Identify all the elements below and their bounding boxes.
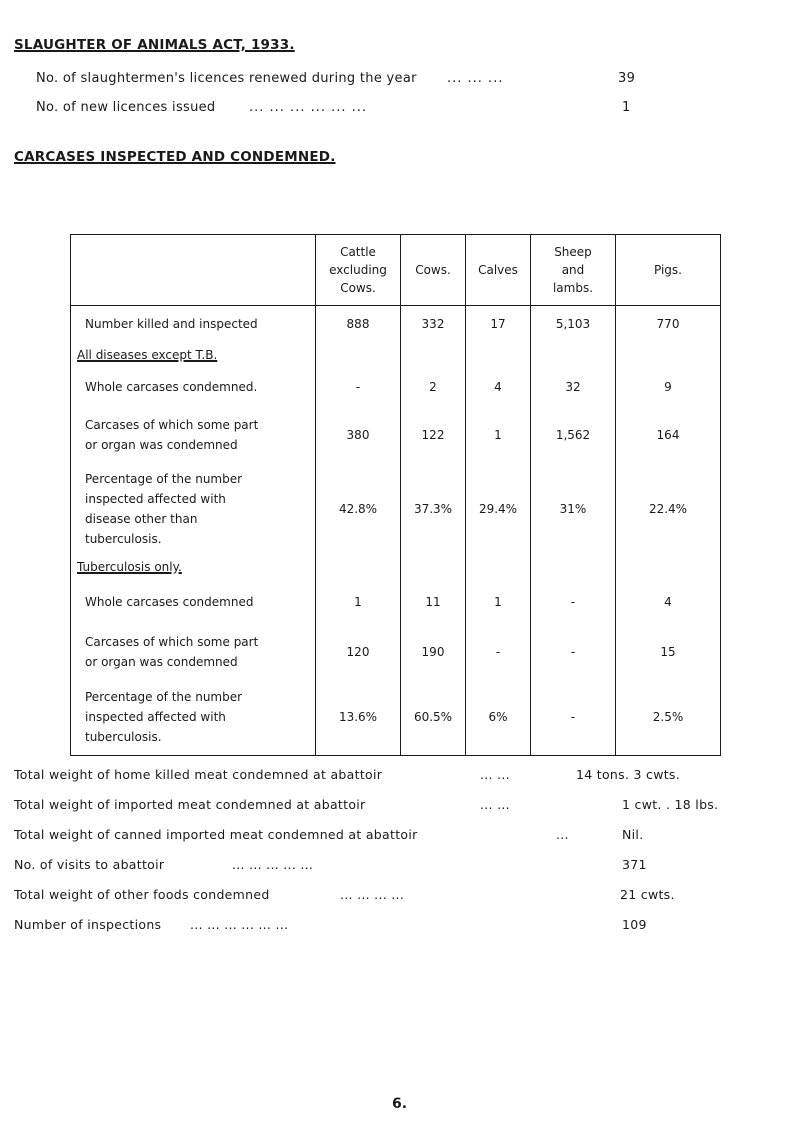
empty-cell: [616, 554, 721, 580]
page-number: 6.: [392, 1096, 408, 1112]
row-label-line: Carcases of which some part: [85, 417, 259, 432]
section-label-cell: [71, 554, 316, 580]
cell: 1: [466, 406, 531, 464]
row-label: [71, 406, 316, 464]
header-sheep-l2: and: [561, 263, 585, 277]
summary-value: 109: [622, 917, 647, 932]
cell: 888: [316, 306, 401, 342]
row-label: Whole carcases condemned: [71, 580, 316, 624]
cell: 4: [616, 580, 721, 624]
summary-value: 14 tons. 3 cwts.: [576, 767, 681, 782]
carcases-grid: [70, 234, 721, 756]
header-cattle-l1: Cattle: [340, 245, 376, 259]
section-tuberculosis: Tuberculosis only.: [77, 559, 182, 574]
cell: -: [316, 368, 401, 406]
summary-dots: ...: [556, 827, 569, 842]
header-sheep-l1: Sheep: [554, 245, 592, 259]
cell: 122: [401, 406, 466, 464]
row-label-line: tuberculosis.: [85, 531, 162, 546]
carcases-heading: CARCASES INSPECTED AND CONDEMNED.: [14, 149, 336, 165]
summary-label: No. of visits to abattoir: [14, 857, 165, 872]
cell: 42.8%: [316, 464, 401, 554]
row-label-line: or organ was condemned: [85, 437, 238, 452]
header-blank: [71, 235, 316, 306]
empty-cell: [531, 554, 616, 580]
row-label: [71, 624, 316, 680]
empty-cell: [616, 342, 721, 368]
table-row: [71, 580, 721, 624]
header-cows: Cows.: [401, 235, 466, 306]
summary-value: 1 cwt. . 18 lbs.: [622, 797, 719, 812]
row-label-line: Percentage of the number: [85, 471, 243, 486]
licences-new-dots: ... ... ... ... ... ...: [249, 100, 368, 115]
summary-label: Total weight of canned imported meat condemned at abattoir: [14, 827, 418, 842]
licences-renewed-label: No. of slaughtermen's licences renewed during the year: [36, 71, 417, 86]
summary-dots: ... ...: [480, 797, 510, 812]
table-row: [71, 406, 721, 464]
empty-cell: [466, 342, 531, 368]
cell: 2: [401, 368, 466, 406]
summary-value: 371: [622, 857, 647, 872]
header-calves: Calves: [466, 235, 531, 306]
cell: 4: [466, 368, 531, 406]
empty-cell: [531, 342, 616, 368]
summary-label: Total weight of imported meat condemned at abattoir: [14, 797, 366, 812]
row-label: [71, 680, 316, 756]
cell: 1: [466, 580, 531, 624]
header-cattle-l3: Cows.: [340, 281, 376, 295]
carcases-table: [70, 234, 720, 745]
summary-dots: ... ... ... ... ... ...: [190, 917, 289, 932]
summary-label: Total weight of home killed meat condemned at abattoir: [14, 767, 383, 782]
row-label-line: or organ was condemned: [85, 654, 238, 669]
header-cattle: [316, 235, 401, 306]
cell: 332: [401, 306, 466, 342]
table-row: [71, 464, 721, 554]
cell: 9: [616, 368, 721, 406]
header-pigs: Pigs.: [616, 235, 721, 306]
row-label-line: inspected affected with: [85, 710, 226, 725]
summary-dots: ... ... ... ...: [340, 887, 405, 902]
licences-new-value: 1: [622, 100, 631, 115]
cell: 37.3%: [401, 464, 466, 554]
row-label-line: Percentage of the number: [85, 690, 243, 705]
empty-cell: [466, 554, 531, 580]
row-label-line: disease other than: [85, 511, 198, 526]
section-row: [71, 554, 721, 580]
summary-label: Number of inspections: [14, 917, 162, 932]
cell: 2.5%: [616, 680, 721, 756]
cell: 32: [531, 368, 616, 406]
row-label: Whole carcases condemned.: [71, 368, 316, 406]
cell: 6%: [466, 680, 531, 756]
cell: -: [531, 680, 616, 756]
header-sheep: [531, 235, 616, 306]
cell: 11: [401, 580, 466, 624]
empty-cell: [401, 342, 466, 368]
empty-cell: [401, 554, 466, 580]
header-row: [71, 235, 721, 306]
table-row: [71, 368, 721, 406]
licences-renewed-dots: ... ... ...: [447, 71, 504, 86]
section-all-diseases: All diseases except T.B.: [77, 347, 218, 362]
cell: 29.4%: [466, 464, 531, 554]
cell: 1: [316, 580, 401, 624]
cell: 15: [616, 624, 721, 680]
cell: -: [466, 624, 531, 680]
header-sheep-l3: lambs.: [552, 281, 594, 295]
row-label: Number killed and inspected: [71, 306, 316, 342]
cell: 1,562: [531, 406, 616, 464]
cell: 5,103: [531, 306, 616, 342]
cell: 120: [316, 624, 401, 680]
summary-dots: ... ... ... ... ...: [232, 857, 314, 872]
summary-dots: ... ...: [480, 767, 510, 782]
empty-cell: [316, 554, 401, 580]
row-label-line: tuberculosis.: [85, 730, 162, 745]
cell: -: [531, 580, 616, 624]
summary-value: Nil.: [622, 827, 644, 842]
cell: -: [531, 624, 616, 680]
section-label-cell: [71, 342, 316, 368]
empty-cell: [316, 342, 401, 368]
cell: 380: [316, 406, 401, 464]
row-label: [71, 464, 316, 554]
cell: 22.4%: [616, 464, 721, 554]
cell: 31%: [531, 464, 616, 554]
cell: 190: [401, 624, 466, 680]
cell: 17: [466, 306, 531, 342]
licences-renewed-value: 39: [618, 71, 636, 86]
cell: 60.5%: [401, 680, 466, 756]
header-cattle-l2: excluding: [329, 263, 387, 277]
summary-value: 21 cwts.: [620, 887, 675, 902]
licences-new-label: No. of new licences issued: [36, 100, 216, 115]
row-label-line: Carcases of which some part: [85, 634, 259, 649]
table-row: [71, 306, 721, 342]
cell: 770: [616, 306, 721, 342]
summary-label: Total weight of other foods condemned: [14, 887, 270, 902]
section-row: [71, 342, 721, 368]
table-row: [71, 624, 721, 680]
row-label-line: inspected affected with: [85, 491, 226, 506]
page-title: SLAUGHTER OF ANIMALS ACT, 1933.: [14, 37, 295, 53]
cell: 13.6%: [316, 680, 401, 756]
table-row: [71, 680, 721, 756]
cell: 164: [616, 406, 721, 464]
